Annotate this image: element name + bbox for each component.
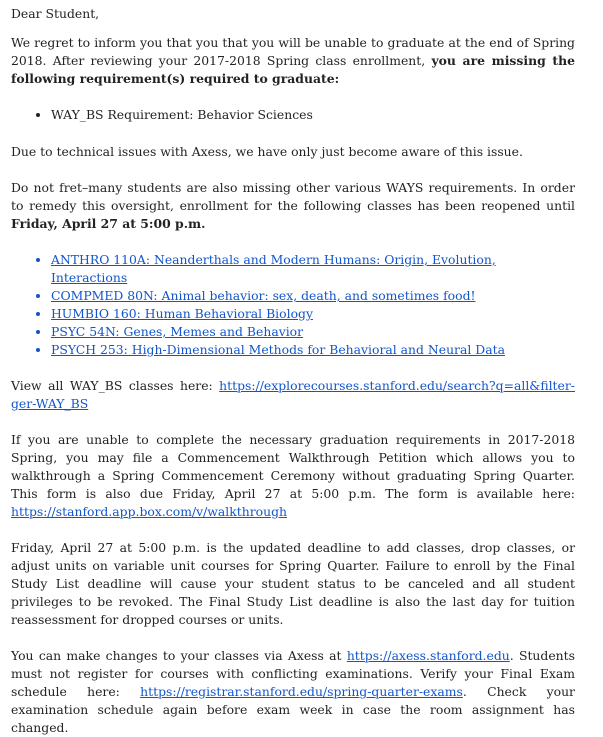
class-item bbox=[51, 251, 575, 287]
walkthrough-text: If you are unable to complete the necessary graduation requirements in 2017-2018 Spring, you may file a Commencement Walkthrough Petition which allows you to walkthrough a Spring Commencement Ceremony without graduating Spring Quarter. This form is also due Friday, April 27 at 5:00 p.m. The form is available here: bbox=[11, 432, 575, 501]
greeting: Dear Student, bbox=[11, 6, 100, 21]
changes-text-2: . Students must not register for courses with conflicting examinations. Verify your Final Exam schedule here: bbox=[11, 648, 575, 699]
class-link-anthro[interactable]: ANTHRO 110A: Neanderthals and Modern Humans: Origin, Evolution, Interactions bbox=[51, 252, 496, 285]
class-item bbox=[51, 323, 575, 341]
intro-paragraph bbox=[11, 34, 575, 88]
reopened-paragraph bbox=[11, 179, 575, 233]
class-item bbox=[51, 341, 575, 359]
class-item bbox=[51, 287, 575, 305]
class-link-humbio[interactable]: HUMBIO 160: Human Behavioral Biology bbox=[51, 306, 313, 321]
classes-list bbox=[11, 251, 575, 359]
changes-text-3: . Check your examination schedule again before exam week in case the room assignment has changed. bbox=[11, 684, 575, 735]
class-item bbox=[51, 305, 575, 323]
class-link-psyc[interactable]: PSYC 54N: Genes, Memes and Behavior bbox=[51, 324, 304, 339]
deadline-paragraph: Friday, April 27 at 5:00 p.m. is the updated deadline to add classes, drop classes, or adjust units on variable unit courses for Spring Quarter. Failure to enroll by the Final Study List deadline will cause your student status to be canceled and all student privileges to be revoked. The Final Study List deadline is also the last day for tuition reassessment for dropped courses or units. bbox=[11, 540, 575, 627]
requirements-list bbox=[11, 106, 575, 124]
changes-text-1: You can make changes to your classes via Axess at bbox=[11, 648, 342, 663]
view-all-paragraph bbox=[11, 377, 575, 413]
walkthrough-link[interactable]: https://stanford.app.box.com/v/walkthrough bbox=[11, 504, 288, 519]
intro-text: We regret to inform you that you that you will be unable to graduate at the end of Spring 2018. After reviewing your 2017-2018 Spring class enrollment, bbox=[11, 35, 575, 68]
intro-bold: you are missing the following requirement(s) required to graduate: bbox=[11, 53, 575, 86]
reopened-deadline: Friday, April 27 at 5:00 p.m. bbox=[11, 216, 206, 231]
explorecourses-link[interactable]: https://explorecourses.stanford.edu/search?q=all&filter-ger-WAY_BS bbox=[11, 378, 575, 411]
exam-schedule-link[interactable]: https://registrar.stanford.edu/spring-quarter-exams bbox=[140, 684, 463, 699]
requirement-item: • WAY_BS Requirement: Behavior Sciences bbox=[51, 106, 575, 124]
class-link-compmed[interactable]: COMPMED 80N: Animal behavior: sex, death, and sometimes food! bbox=[51, 288, 476, 303]
axess-link[interactable]: https://axess.stanford.edu bbox=[346, 648, 510, 663]
walkthrough-paragraph bbox=[11, 431, 575, 521]
class-link-psych[interactable]: PSYCH 253: High-Dimensional Methods for Behavioral and Neural Data bbox=[51, 342, 505, 357]
tech-issue-paragraph: Due to technical issues with Axess, we have only just become aware of this issue. bbox=[11, 144, 523, 159]
view-all-text: View all WAY_BS classes here: bbox=[11, 378, 213, 393]
reopened-text: Do not fret–many students are also missing other various WAYS requirements. In order to remedy this oversight, enrollment for the following classes has been reopened until bbox=[11, 180, 575, 213]
changes-paragraph bbox=[11, 647, 575, 737]
email-body bbox=[11, 0, 575, 737]
